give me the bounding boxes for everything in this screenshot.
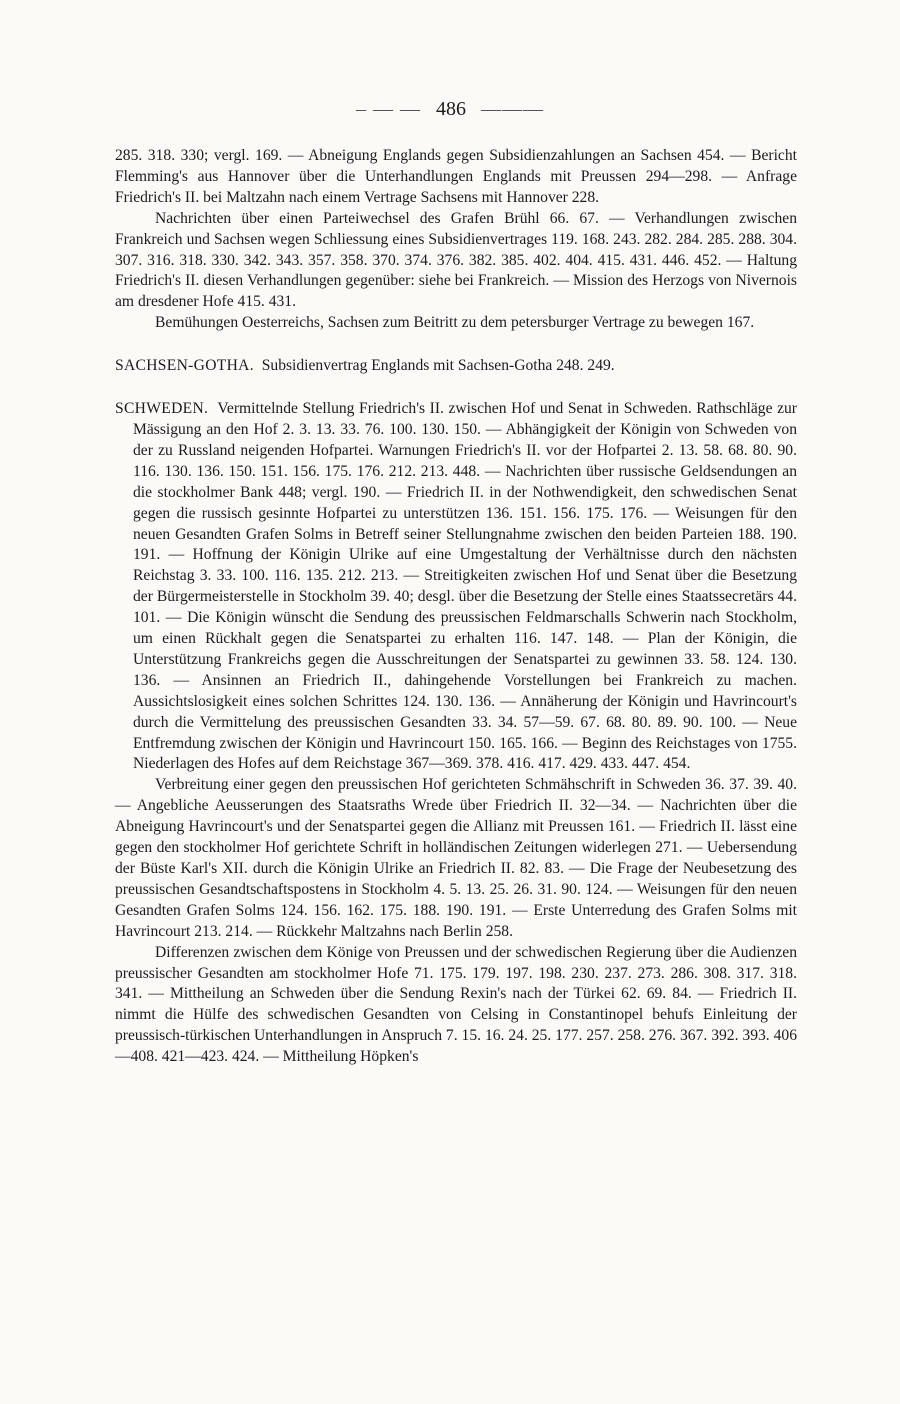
sachsen-paragraph-1: 285. 318. 330; vergl. 169. — Abneigung Englands gegen Subsidienzahlungen an Sachsen 454. — Bericht Flemming's aus Hannover über die Unterhandlungen Englands mit Preussen 294—298. — Anfrage Friedrich's II. bei Maltzahn nach einem Vertrage Sachsens mit Hannover 228. — [115, 147, 797, 206]
schweden-paragraph-1: Vermittelnde Stellung Friedrich's II. zwischen Hof und Senat in Schweden. Rathschläge zur Mässigung an den Hof 2. 3. 13. 33. 76. 100. 130. 150. — Abhängigkeit der Königin von Schweden von der zu Russland neigenden Hofpartei. Warnungen Friedrich's II. vor der Hofpartei 2. 13. 58. 68. 80. 90. 116. 130. 136. 150. 151. 156. 175. 176. 212. 213. 448. — Nachrichten über russische Geldsendungen an die stockholmer Bank 448; vergl. 190. — Friedrich II. in der Nothwendigkeit, den schwedischen Senat gegen die russisch gesinnte Hofpartei zu unterstützen 136. 151. 156. 175. 176. — Weisungen für den neuen Gesandten Grafen Solms in Betreff seiner Stellungnahme zwischen den beiden Parteien 188. 190. 191. — Hoffnung der Königin Ulrike auf eine Umgestaltung der Verhältnisse durch den nächsten Reichstag 3. 33. 100. 116. 135. 212. 213. — Streitigkeiten zwischen Hof und Senat über die Besetzung der Bürgermeisterstelle in Stockholm 39. 40; desgl. über die Besetzung der Stelle eines Staatssecretärs 44. 101. — Die Königin wünscht die Sendung des preussischen Feldmarschalls Schwerin nach Stockholm, um einen Rückhalt gegen die Senatspartei zu erhalten 116. 147. 148. — Plan der Königin, die Unterstützung Frankreichs gegen die Ausschreitungen der Senatspartei zu gewinnen 33. 58. 124. 130. 136. — Ansinnen an Friedrich II., dahingehende Vorstellungen bei Frankreich zu machen. Aussichtslosigkeit eines solchen Schrittes 124. 130. 136. — Annäherung der Königin und Havrincourt's durch die Vermittelung des preussischen Gesandten 33. 34. 57—59. 67. 68. 80. 89. 90. 100. — Neue Entfremdung zwischen der Königin und Havrincourt 150. 165. 166. — Beginn des Reichstages von 1755. Niederlagen des Hofes auf dem Reichstage 367—369. 378. 416. 417. 429. 433. 447. 454. — [133, 400, 797, 773]
index-body — [115, 146, 797, 1068]
schweden-paragraph-3: Differenzen zwischen dem Könige von Preussen und der schwedischen Regierung über die Audienzen preussischer Gesandten am stockholmer Hofe 71. 175. 179. 197. 198. 230. 237. 273. 286. 308. 317. 318. 341. — Mittheilung an Schweden über die Sendung Rexin's nach der Türkei 62. 69. 84. — Friedrich II. nimmt die Hülfe des schwedischen Gesandten von Celsing in Constantinopel behufs Einleitung der preussisch-türkischen Unterhandlungen in Anspruch 7. 15. 16. 24. 25. 177. 257. 258. 276. 367. 392. 393. 406—408. 421—423. 424. — Mittheilung Höpken's — [115, 943, 797, 1066]
page-header — [0, 96, 900, 122]
sachsen-paragraph-2: Nachrichten über einen Parteiwechsel des Grafen Brühl 66. 67. — Verhandlungen zwischen Frankreich und Sachsen wegen Schliessung eines Subsidienvertrages 119. 168. 243. 282. 284. 285. 288. 304. 307. 316. 318. 330. 342. 343. 357. 358. 370. 374. 376. 382. 385. 402. 404. 415. 431. 446. 452. — Haltung Friedrich's II. diesen Verhandlungen gegenüber: siehe bei Frankreich. — Mission des Herzogs von Nivernois am dresdener Hofe 415. 431. — [115, 209, 797, 311]
entry-sachsen-gotha — [115, 356, 797, 377]
page-number: 486 — [436, 98, 466, 120]
sachsen-paragraph-3: Bemühungen Oesterreichs, Sachsen zum Beitritt zu dem petersburger Vertrage zu bewegen 167. — [155, 314, 755, 332]
sachsen-gotha-text: Subsidienvertrag Englands mit Sachsen-Gotha 248. 249. — [261, 357, 615, 375]
entry-heading-sachsen-gotha: SACHSEN-GOTHA. — [115, 357, 254, 375]
header-dash-right: ——— — [481, 98, 544, 120]
header-dash-left: – — — — [356, 98, 421, 120]
entry-schweden — [115, 399, 797, 775]
entry-heading-schweden: SCHWEDEN. — [115, 400, 209, 418]
schweden-paragraph-2: Verbreitung einer gegen den preussischen Hof gerichteten Schmähschrift in Schweden 36. 37. 39. 40. — Angebliche Aeusserungen des Staatsraths Wrede über Friedrich II. 32—34. — Nachrichten über die Abneigung Havrincourt's und der Senatspartei gegen die Allianz mit Preussen 161. — Friedrich II. lässt eine gegen den stockholmer Hof gerichtete Schrift in holländischen Zeitungen widerlegen 271. — Uebersendung der Büste Karl's XII. durch die Königin Ulrike an Friedrich II. 82. 83. — Die Frage der Neubesetzung des preussischen Gesandtschaftspostens in Stockholm 4. 5. 13. 25. 26. 31. 90. 124. — Weisungen für den neuen Gesandten Grafen Solms 124. 156. 162. 175. 188. 190. 191. — Erste Unterredung des Grafen Solms mit Havrincourt 213. 214. — Rückkehr Maltzahns nach Berlin 258. — [115, 776, 797, 940]
